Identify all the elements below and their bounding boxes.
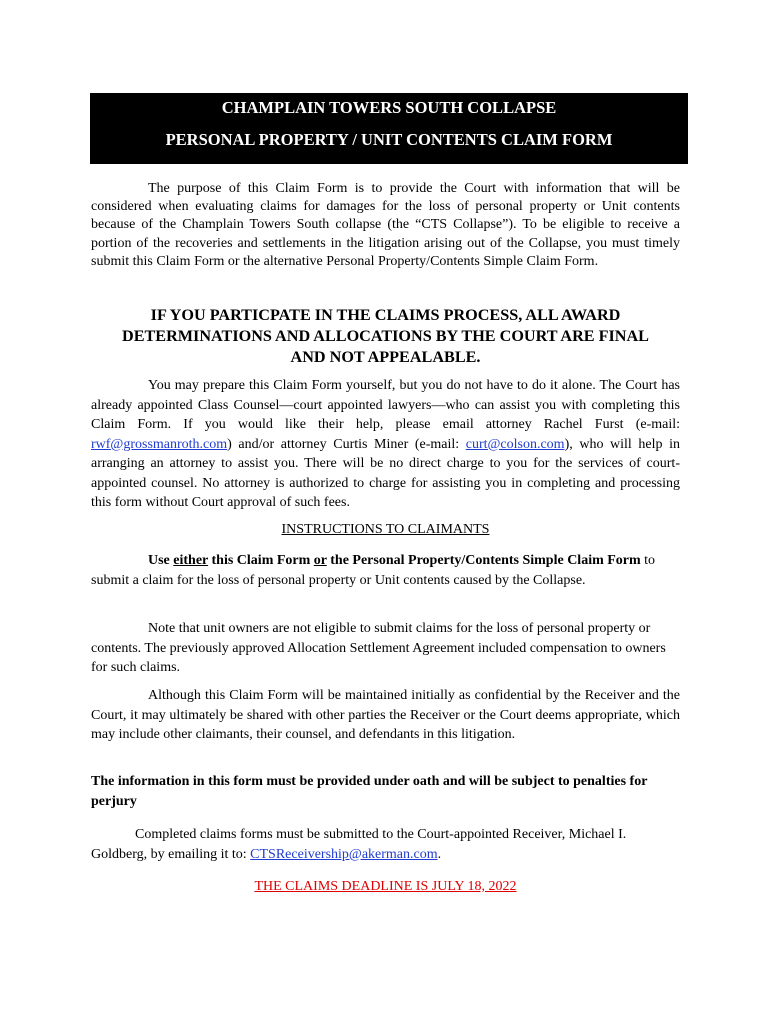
use-either: either: [173, 553, 209, 568]
claims-deadline: THE CLAIMS DEADLINE IS JULY 18, 2022: [254, 879, 517, 894]
use-text-b: this Claim Form: [208, 553, 314, 568]
use-text-a: Use: [148, 553, 174, 568]
counsel-text-c: ), who will help in arranging an attorney to assist you. There will be no direct charge to you for the services of court-appointed counsel. No attorney is authorized to charge for assisting you in completing and processing this form without Court approval of such fees.: [91, 436, 680, 510]
warning-line-1: IF YOU PARTICPATE IN THE CLAIMS PROCESS, ALL AWARD: [150, 306, 621, 324]
warning-line-2: DETERMINATIONS AND ALLOCATIONS BY THE COURT ARE FINAL: [122, 327, 649, 346]
email-link-furst[interactable]: rwf@grossmanroth.com: [91, 436, 228, 452]
intro-paragraph: The purpose of this Claim Form is to provide the Court with information that will be considered when evaluating claims for damages for the loss of personal property or Unit contents because of the Champlain Towers South collapse (the “CTS Collapse”). To be eligible to receive a portion of the recoveries and settlements in the litigation arising out of the Collapse, you must timely submit this Claim Form or the alternative Personal Property/Contents Simple Claim Form.: [91, 181, 680, 269]
confidentiality-paragraph: Although this Claim Form will be maintained initially as confidential by the Receiver and the Court, it may ultimately be shared with other parties the Receiver or the Court deems appropriate, which may include other claimants, their counsel, and defendants in this litigation.: [91, 688, 680, 742]
title-line-1: CHAMPLAIN TOWERS SOUTH COLLAPSE: [221, 98, 557, 117]
warning-line-3: AND NOT APPEALABLE.: [290, 348, 481, 367]
submission-text-a: Completed claims forms must be submitted to the Court-appointed Receiver, Michael I. Goldberg, by emailing it to:: [91, 827, 627, 862]
warning-heading: [91, 305, 680, 369]
counsel-paragraph: [91, 376, 680, 513]
email-link-receiver[interactable]: CTSReceivership@akerman.com: [250, 846, 438, 862]
instructions-heading: INSTRUCTIONS TO CLAIMANTS: [281, 522, 490, 537]
title-banner: [90, 93, 688, 164]
submission-paragraph: [91, 825, 680, 864]
use-text-d: to submit a claim for the loss of personal property or Unit contents caused by the Collapse.: [91, 553, 656, 588]
oath-notice: The information in this form must be provided under oath and will be subject to penalties for perjury: [91, 774, 648, 809]
counsel-text-b: ) and/or attorney Curtis Miner (e-mail:: [227, 436, 466, 452]
use-form-paragraph: [91, 551, 680, 590]
title-line-2: PERSONAL PROPERTY / UNIT CONTENTS CLAIM FORM: [165, 130, 613, 149]
owners-note-paragraph: Note that unit owners are not eligible to submit claims for the loss of personal property or contents. The previously approved Allocation Settlement Agreement included compensation to owners for such claims.: [91, 621, 666, 675]
email-link-miner[interactable]: curt@colson.com: [465, 436, 565, 452]
counsel-text-a: You may prepare this Claim Form yourself, but you do not have to do it alone. The Court has already appointed Class Counsel—court appointed lawyers—who can assist you with completing this Claim Form. If you would like their help, please email attorney Rachel Furst (e-mail:: [91, 378, 680, 432]
use-text-c: the Personal Property/Contents Simple Claim Form: [326, 553, 641, 568]
submission-text-b: .: [437, 846, 442, 862]
use-or: or: [313, 553, 327, 568]
